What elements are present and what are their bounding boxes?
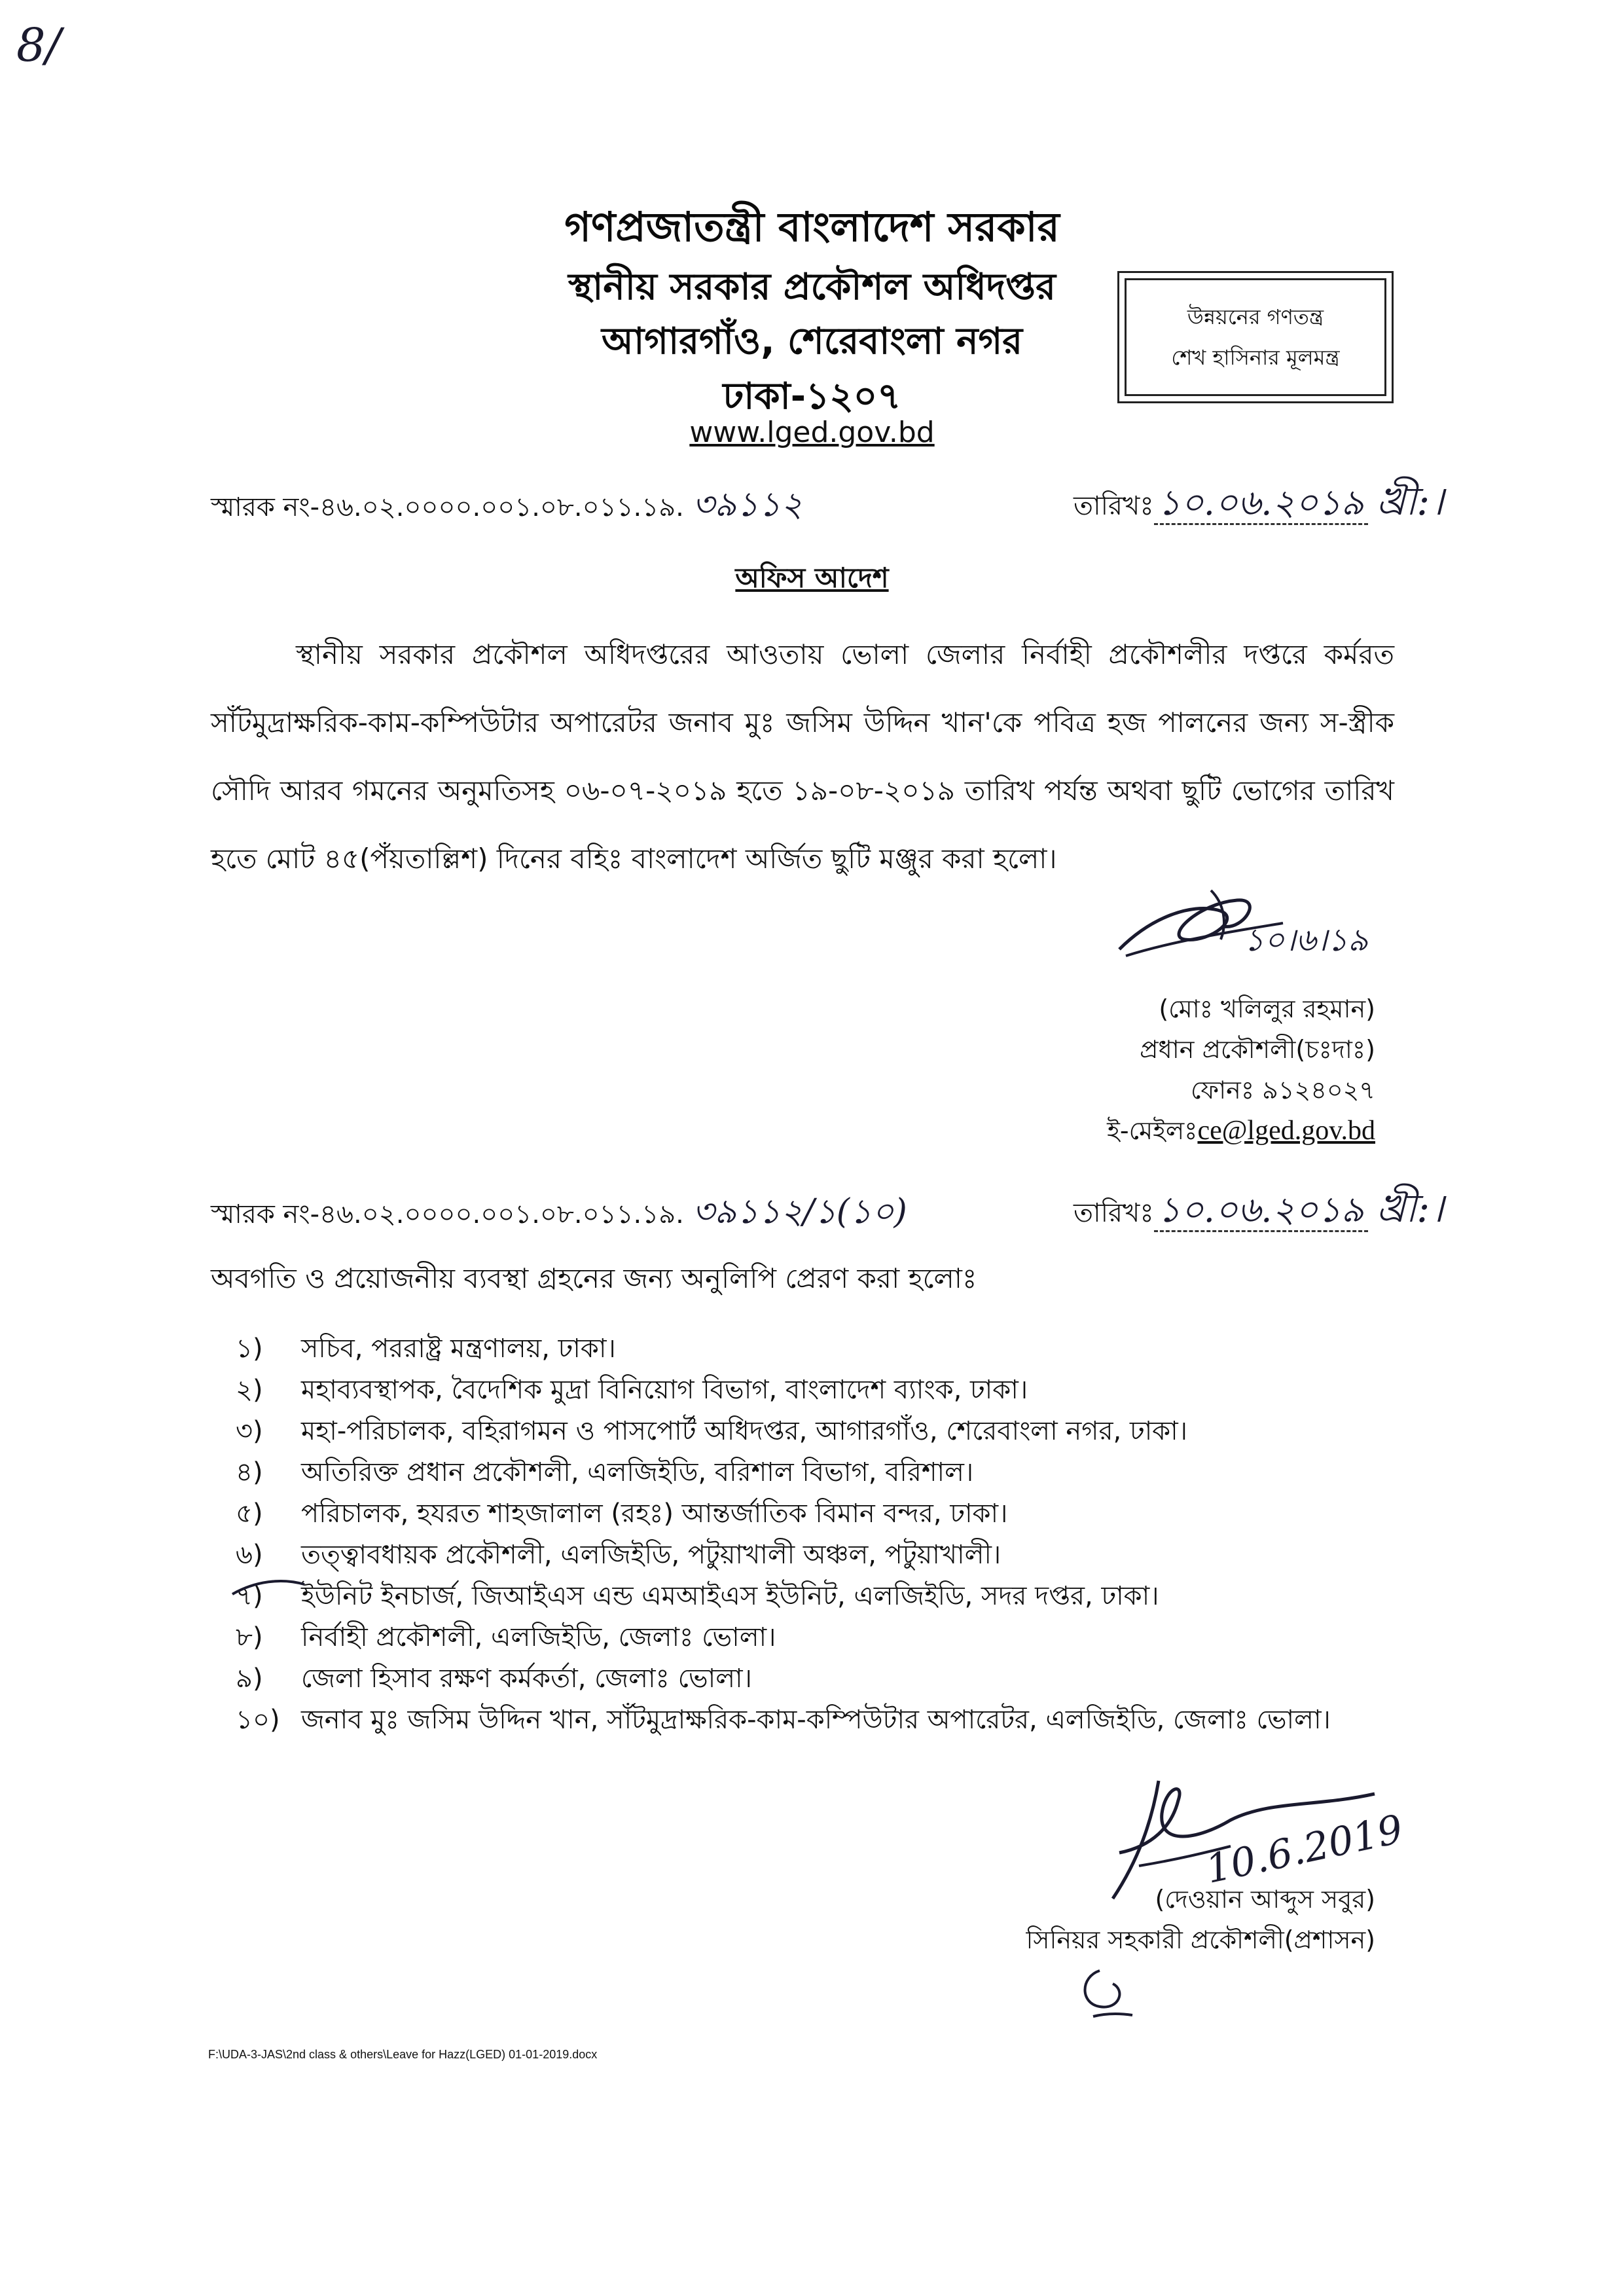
signatory-email-row (1107, 1110, 1375, 1151)
distribution-intro: অবগতি ও প্রয়োজনীয় ব্যবস্থা গ্রহনের জন্য অনুলিপি প্রেরণ করা হলোঃ (211, 1262, 977, 1294)
list-item: ৬) তত্ত্বাবধায়ক প্রকৌশলী, এলজিইডি, পটুয়াখালী অঞ্চল, পটুয়াখালী। (236, 1540, 1001, 1570)
order-body: স্থানীয় সরকার প্রকৌশল অধিদপ্তরের আওতায় ভোলা জেলার নির্বাহী প্রকৌশলীর দপ্তরে কর্মরত সাঁটমুদ্রাক্ষরিক-কাম-কম্পিউটার অপারেটর জনাব মুঃ জসিম উদ্দিন খান'কে পবিত্র হজ পালনের জন্য স-স্ত্রীক সৌদি আরব গমনের অনুমতিসহ ০৬-০৭-২০১৯ হতে ১৯-০৮-২০১৯ তারিখ পর্যন্ত অথবা ছুটি ভোগের তারিখ হতে মোট ৪৫(পঁয়তাল্লিশ) দিনের বহিঃ বাংলাদেশ অর্জিত ছুটি মঞ্জুর করা হলো। (211, 638, 1394, 875)
tick-mark (229, 1575, 308, 1614)
email-link[interactable]: ce@lged.gov.bd (1197, 1116, 1375, 1146)
file-path-footer: F:\UDA-3-JAS\2nd class & others\Leave for Hazz(LGED) 01-01-2019.docx (208, 2048, 598, 2061)
memo-handwritten-number: ৩৯১১২/১(১০) (692, 1192, 907, 1231)
list-item: ২) মহাব্যবস্থাপক, বৈদেশিক মুদ্রা বিনিয়োগ বিভাগ, বাংলাদেশ ব্যাংক, ঢাকা। (236, 1375, 1028, 1405)
signature-2-date: 10.6.2019 (1202, 1806, 1407, 1893)
signatory-phone: ফোনঃ ৯১২৪০২৭ (1190, 1076, 1375, 1104)
date-suffix: খ্রী:। (1376, 1186, 1444, 1231)
slogan-line-1: উন্নয়নের গণতন্ত্র (1187, 304, 1324, 329)
date-label: তারিখঃ (1074, 1198, 1154, 1228)
date-label: তারিখঃ (1074, 491, 1154, 521)
signatory-designation: প্রধান প্রকৌশলী(চঃদাঃ) (1140, 1035, 1375, 1064)
email-label: ই-মেইলঃ (1107, 1116, 1198, 1145)
signatory-designation: সিনিয়র সহকারী প্রকৌশলী(প্রশাসন) (1026, 1925, 1375, 1954)
list-item: ৮) নির্বাহী প্রকৌশলী, এলজিইডি, জেলাঃ ভোলা। (236, 1622, 776, 1652)
date-suffix: খ্রী:। (1376, 479, 1444, 524)
list-item: ১) সচিব, পররাষ্ট্র মন্ত্রণালয়, ঢাকা। (236, 1334, 616, 1364)
header-address: আগারগাঁও, শেরেবাংলা নগর (601, 320, 1023, 363)
memo-handwritten-number: ৩৯১১২ (692, 485, 803, 524)
header-website-link[interactable]: www.lged.gov.bd (689, 416, 935, 449)
memo-label: স্মারক নং-৪৬.০২.০০০০.০০১.০৮.০১১.১৯. (211, 492, 684, 522)
slogan-box (1125, 278, 1386, 396)
signatory-block-1 (1107, 989, 1375, 1151)
initials-mark (1074, 1958, 1139, 2023)
memo-label: স্মারক নং-৪৬.০২.০০০০.০০১.০৮.০১১.১৯. (211, 1199, 684, 1230)
memo-number-1 (211, 478, 803, 535)
list-item: ৫) পরিচালক, হযরত শাহজালাল (রহঃ) আন্তর্জাতিক বিমান বন্দর, ঢাকা। (236, 1499, 1008, 1529)
memo-date-2 (1074, 1178, 1444, 1244)
header-department: স্থানীয় সরকার প্রকৌশল অধিদপ্তর (568, 266, 1056, 308)
date-handwritten: ১০.০৬.২০১৯ (1154, 482, 1368, 525)
memo-number-2 (211, 1185, 907, 1242)
memo-date-1 (1074, 471, 1444, 537)
signatory-name: (দেওয়ান আব্দুস সবুর) (1155, 1885, 1375, 1914)
list-item: ১০) জনাব মুঃ জসিম উদ্দিন খান, সাঁটমুদ্রাক্ষরিক-কাম-কম্পিউটার অপারেটর, এলজিইডি, জেলাঃ ভোলা। (236, 1705, 1331, 1735)
signatory-block-2 (1026, 1879, 1375, 1960)
corner-handwritten-mark: 8/ (16, 18, 62, 72)
list-item: ৩) মহা-পরিচালক, বহিরাগমন ও পাসপোর্ট অধিদপ্তর, আগারগাঁও, শেরেবাংলা নগর, ঢাকা। (236, 1416, 1188, 1446)
list-item: ৯) জেলা হিসাব রক্ষণ কর্মকর্তা, জেলাঃ ভোলা। (236, 1664, 752, 1694)
date-handwritten: ১০.০৬.২০১৯ (1154, 1189, 1368, 1232)
list-item: ৪) অতিরিক্ত প্রধান প্রকৌশলী, এলজিইডি, বরিশাল বিভাগ, বরিশাল। (236, 1457, 974, 1487)
header-government: গণপ্রজাতন্ত্রী বাংলাদেশ সরকার (564, 203, 1060, 251)
header-city: ঢাকা-১২০৭ (723, 375, 901, 418)
list-item: ৭) ইউনিট ইনচার্জ, জিআইএস এন্ড এমআইএস ইউনিট, এলজিইডি, সদর দপ্তর, ঢাকা। (236, 1581, 1159, 1611)
slogan-line-2: শেখ হাসিনার মূলমন্ত্র (1171, 345, 1340, 370)
signature-1-date: ১০।৬।১৯ (1244, 922, 1369, 958)
distribution-list (236, 1329, 1331, 1741)
document-title: অফিস আদেশ (735, 562, 889, 594)
signatory-name: (মোঃ খলিলুর রহমান) (1159, 994, 1375, 1023)
